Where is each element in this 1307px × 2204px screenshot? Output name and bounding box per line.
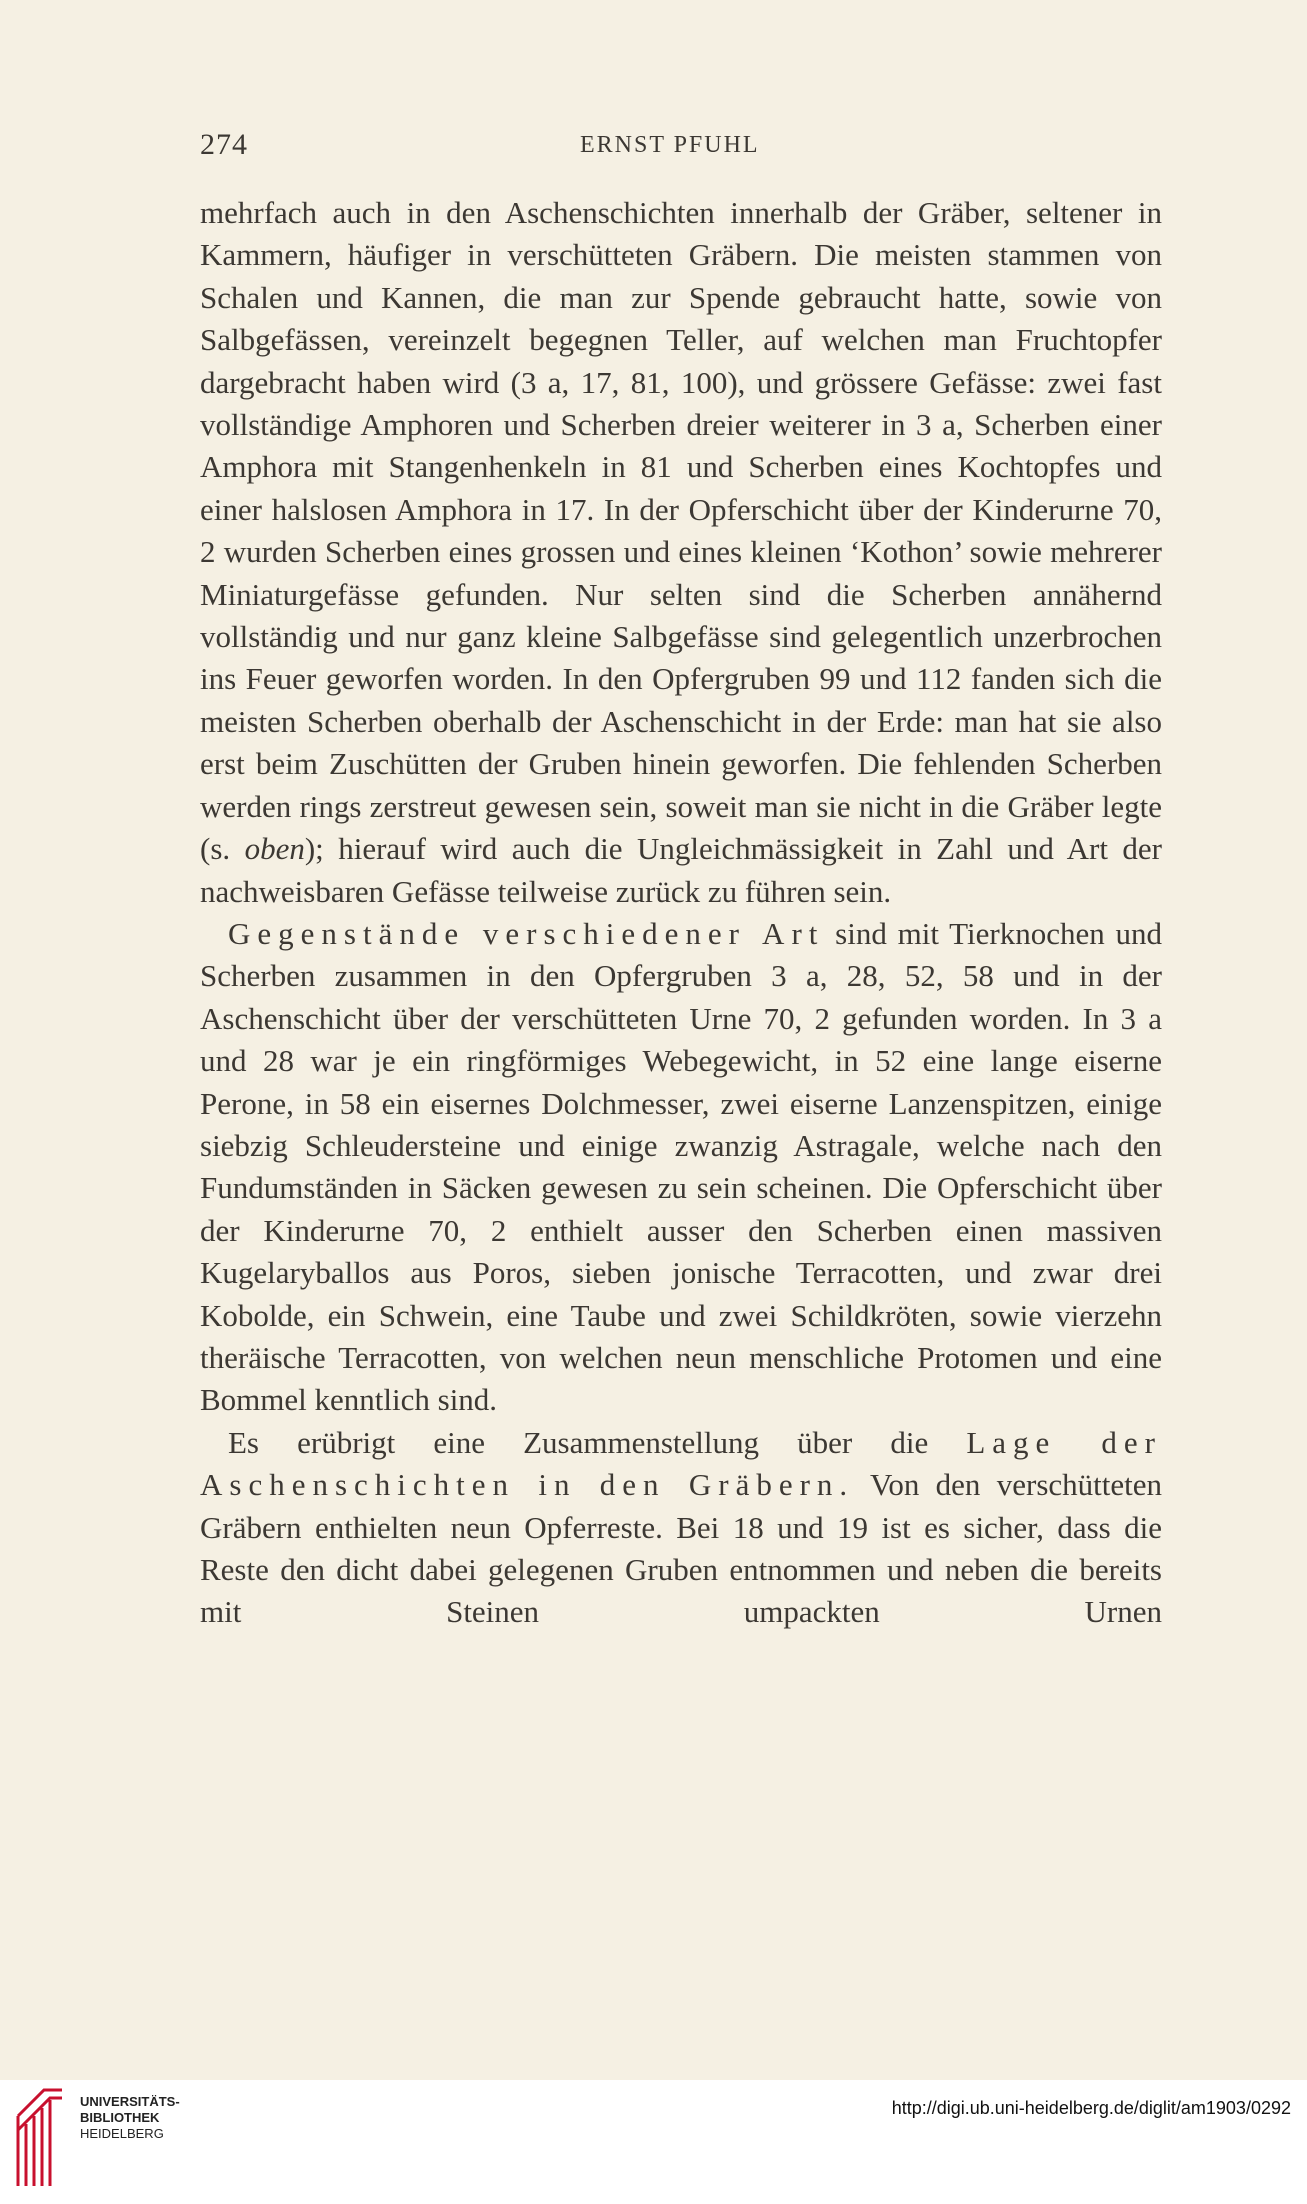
body-text xyxy=(200,192,1162,1634)
library-name-line-1: UNIVERSITÄTS- xyxy=(80,2094,180,2109)
paragraph-2-text: sind mit Tierknochen und Scherben zusammen in den Opfergruben 3 a, 28, 52, 58 und in der Aschenschicht über der verschütteten Urne 70, 2 gefunden worden. In 3 a und 28 war je ein ringförmiges Webegewicht, in 52 eine lange eiserne Perone, in 58 ein eisernes Dolchmesser, zwei eiserne Lanzenspitzen, einige siebzig Schleudersteine und einige zwanzig Astragale, welche nach den Fundumständen in Säcken gewesen zu sein scheinen. Die Opferschicht über der Kinderurne 70, 2 enthielt ausser den Scherben einen massiven Kugelaryballos aus Poros, sieben jonische Terracotten, und zwar drei Kobolde, ein Schwein, eine Taube und zwei Schildkröten, sowie vierzehn theräische Terracotten, von welchen neun menschliche Protomen und eine Bommel kenntlich sind. xyxy=(200,915,1162,1418)
oben-italic: oben xyxy=(244,831,305,867)
spaced-heading-gegenstaende: Gegenstände verschiedener Art xyxy=(228,915,825,951)
paragraph-1 xyxy=(200,192,1162,913)
paragraph-3-start: Es erübrigt eine Zusammenstellung über die xyxy=(228,1424,967,1460)
library-name-line-3: HEIDELBERG xyxy=(80,2126,164,2141)
library-logo-icon xyxy=(14,2086,66,2190)
source-url-link[interactable]: http://digi.ub.uni-heidelberg.de/diglit/am1903/0292 xyxy=(891,2098,1291,2118)
spaced-heading-lage: Lage der Aschenschichten in den Gräbern. xyxy=(200,1424,1162,1503)
paragraph-3-text: Von den verschütteten Gräbern enthielten neun Opferreste. Bei 18 und 19 ist es sicher, dass die Reste den dicht dabei gelegenen Gruben entnommen und neben die bereits mit Steinen umpackten Urnen xyxy=(200,1467,1163,1630)
running-title: ERNST PFUHL xyxy=(580,132,760,158)
page-number: 274 xyxy=(200,128,248,161)
paragraph-1-end: ); hierauf wird auch die Ungleichmässigkeit in Zahl und Art der nachweisbaren Gefässe teilweise zurück zu führen sein. xyxy=(200,831,1162,909)
running-head xyxy=(200,128,1162,172)
library-name xyxy=(80,2094,180,2142)
library-name-line-2: BIBLIOTHEK xyxy=(80,2110,160,2125)
paragraph-2 xyxy=(200,913,1162,1422)
paragraph-1-text: mehrfach auch in den Aschenschichten innerhalb der Gräber, seltener in Kammern, häufiger in verschütteten Gräbern. Die meisten stammen von Schalen und Kannen, die man zur Spende gebraucht hatte, sowie von Salbgefässen, vereinzelt begegnen Teller, auf welchen man Fruchtopfer dargebracht haben wird (3 a, 17, 81, 100), und grössere Gefässe: zwei fast vollständige Amphoren und Scherben dreier weiterer in 3 a, Scherben einer Amphora mit Stangenhenkeln in 81 und Scherben eines Kochtopfes und einer halslosen Amphora in 17. In der Opferschicht über der Kinderurne 70, 2 wurden Scherben eines grossen und eines kleinen ‘Kothon’ sowie mehrerer Miniaturgefässe gefunden. Nur selten sind die Scherben annähernd vollständig und nur ganz kleine Salbgefässe sind gelegentlich unzerbrochen ins Feuer geworfen worden. In den Opfergruben 99 und 112 fanden sich die meisten Scherben oberhalb der Aschenschicht in der Erde: man hat sie also erst beim Zuschütten der Gruben hinein geworfen. Die fehlenden Scherben werden rings zerstreut gewesen sein, soweit man sie nicht in die Gräber legte (s. xyxy=(200,195,1162,867)
paragraph-3 xyxy=(200,1422,1162,1634)
